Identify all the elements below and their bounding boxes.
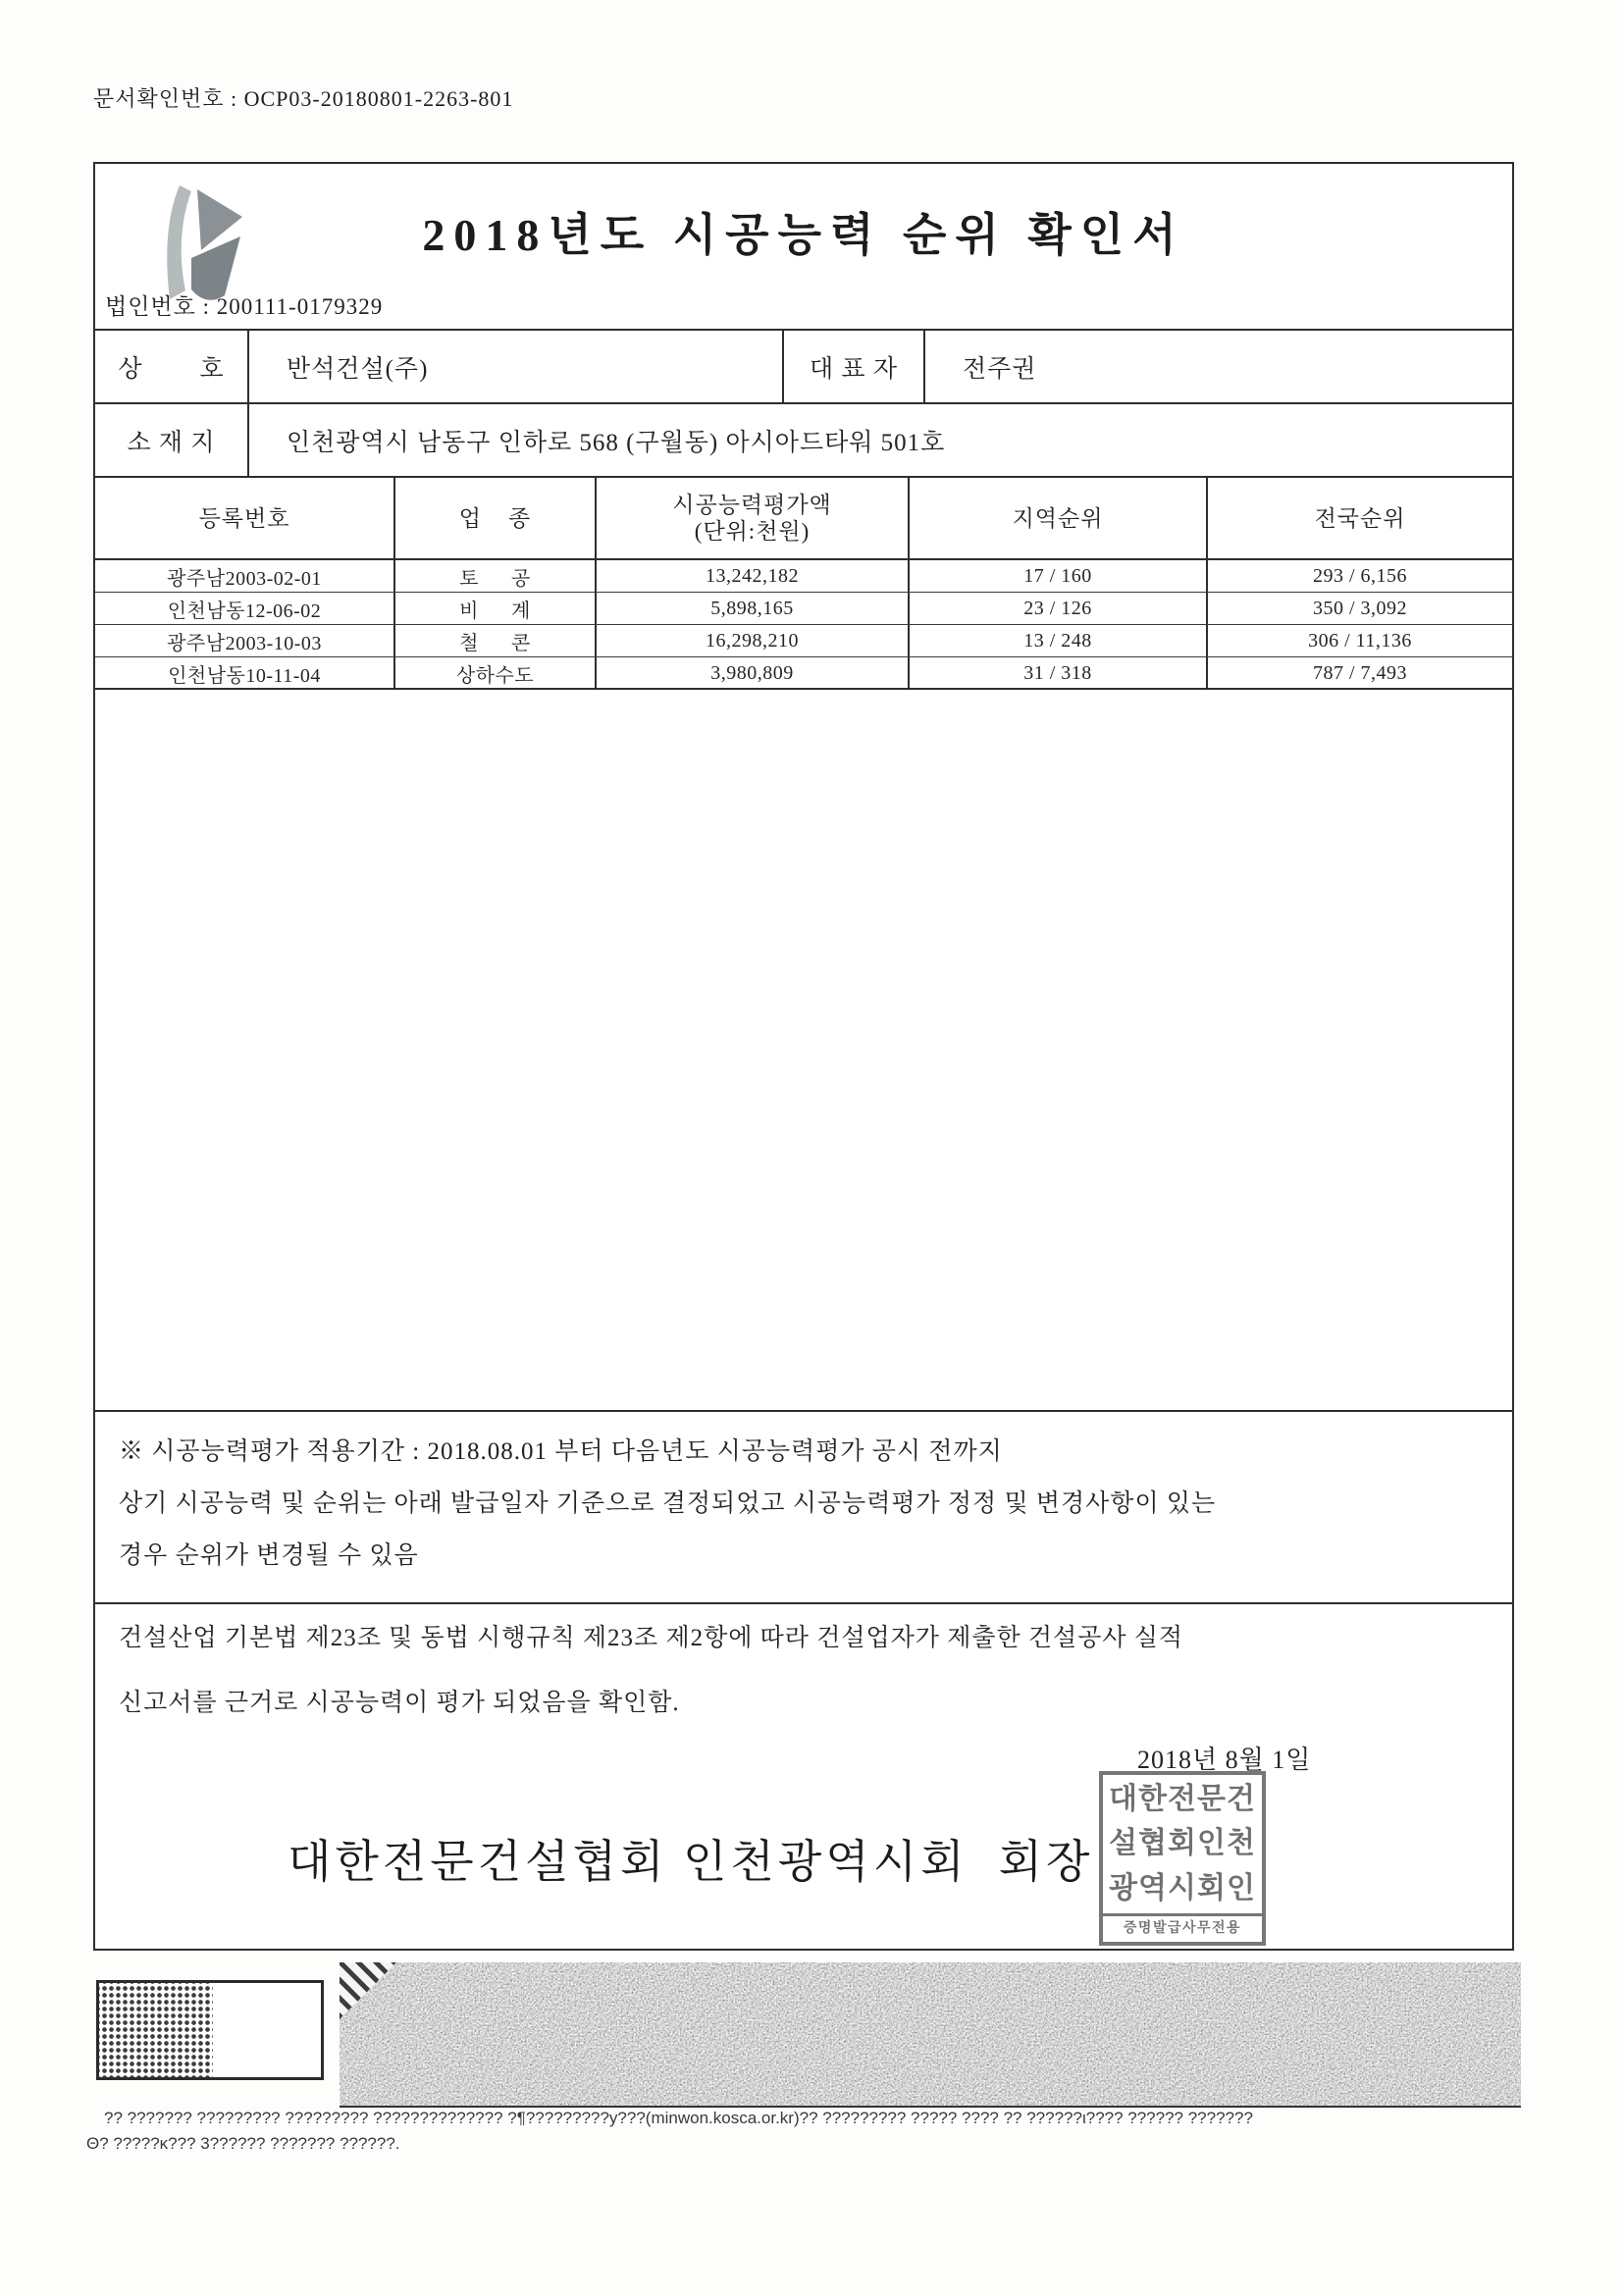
cell-business-type: 비 계 bbox=[395, 593, 597, 624]
cell-evaluation-amount: 13,242,182 bbox=[597, 560, 910, 592]
cell-regional-rank: 31 / 318 bbox=[910, 657, 1208, 690]
empty-spacer-box bbox=[93, 688, 1514, 1412]
document-verification-number: 문서확인번호 : OCP03-20180801-2263-801 bbox=[93, 86, 514, 111]
security-noise-band bbox=[340, 1962, 1521, 2108]
cell-national-rank: 350 / 3,092 bbox=[1312, 597, 1408, 619]
certification-line2: 신고서를 근거로 시공능력이 평가 되었음을 확인함. bbox=[119, 1690, 680, 1716]
stamp-row: 광역시회인 bbox=[1109, 1872, 1256, 1905]
stamp-row: 설협회인천 bbox=[1109, 1827, 1256, 1860]
cell-regional-rank: 17 / 160 bbox=[910, 560, 1208, 592]
cell-national-rank: 306 / 11,136 bbox=[1308, 629, 1412, 652]
stamp-row: 대한전문건 bbox=[1109, 1782, 1256, 1815]
cell-registration-number: 광주남2003-02-01 bbox=[95, 560, 395, 592]
issue-date: 2018년 8월 1일 bbox=[1137, 1746, 1312, 1774]
cell-registration-number: 광주남2003-10-03 bbox=[95, 625, 395, 656]
header-evaluation-amount bbox=[597, 478, 910, 558]
note-period-line: ※ 시공능력평가 적용기간 : 2018.08.01 부터 다음년도 시공능력평가 공시 전까지 bbox=[119, 1438, 1003, 1465]
print-footer-line2: Θ? ?????κ??? 3?????? ??????? ??????. bbox=[86, 2134, 400, 2153]
cell-business-type: 철 콘 bbox=[395, 625, 597, 656]
certification-line1: 건설산업 기본법 제23조 및 동법 시행규칙 제23조 제2항에 따라 건설업자가 제출한 건설공사 실적 bbox=[119, 1625, 1184, 1651]
table-row bbox=[95, 625, 1512, 657]
cell-national-rank: 293 / 6,156 bbox=[1312, 564, 1408, 587]
company-name-value: 반석건설(주) bbox=[249, 331, 784, 402]
header-national-rank: 전국순위 bbox=[1314, 505, 1406, 531]
official-seal-stamp bbox=[1099, 1771, 1266, 1946]
company-name-label: 상 호 bbox=[95, 331, 249, 402]
cell-evaluation-amount: 3,980,809 bbox=[597, 657, 910, 690]
header-box bbox=[93, 162, 1514, 331]
header-business-type: 업 종 bbox=[395, 478, 597, 558]
cell-business-type: 토 공 bbox=[395, 560, 597, 592]
header-evaluation-amount-line2: (단위:천원) bbox=[694, 519, 811, 544]
cell-business-type: 상하수도 bbox=[395, 657, 597, 690]
noise-texture bbox=[340, 1962, 1521, 2108]
cell-regional-rank: 23 / 126 bbox=[910, 593, 1208, 624]
dot-matrix-pattern bbox=[99, 1983, 213, 2077]
cell-evaluation-amount: 5,898,165 bbox=[597, 593, 910, 624]
cell-registration-number: 인천남동12-06-02 bbox=[95, 593, 395, 624]
capability-rank-table bbox=[93, 476, 1514, 690]
note-line2: 상기 시공능력 및 순위는 아래 발급일자 기준으로 결정되었고 시공능력평가 정정 및 변경사항이 있는 bbox=[119, 1490, 1217, 1517]
address-value: 인천광역시 남동구 인하로 568 (구월동) 아시아드타워 501호 bbox=[287, 429, 946, 456]
note-line3: 경우 순위가 변경될 수 있음 bbox=[119, 1542, 419, 1569]
table-row bbox=[95, 657, 1512, 690]
table-row bbox=[95, 560, 1512, 593]
cell-evaluation-amount: 16,298,210 bbox=[597, 625, 910, 656]
evaluation-period-notes-box bbox=[93, 1410, 1514, 1604]
header-registration-number: 등록번호 bbox=[95, 478, 395, 558]
header-regional-rank: 지역순위 bbox=[910, 478, 1208, 558]
cell-regional-rank: 13 / 248 bbox=[910, 625, 1208, 656]
table-row bbox=[95, 593, 1512, 625]
table-header-row bbox=[95, 478, 1512, 560]
stamp-text-grid bbox=[1103, 1775, 1262, 1913]
header-evaluation-amount-line1: 시공능력평가액 bbox=[672, 493, 832, 517]
address-row bbox=[93, 402, 1514, 478]
stamp-footer-text: 증명발급사무전용 bbox=[1103, 1913, 1262, 1942]
print-footer-line1: ?? ??????? ????????? ????????? ?????????????? ?¶?????????y???(minwon.kosca.or.kr)?? ????????? ????? ???? ?? ??????ι???? ?????? ??????? bbox=[104, 2109, 1253, 2127]
cell-registration-number: 인천남동10-11-04 bbox=[95, 657, 395, 690]
cell-national-rank: 787 / 7,493 bbox=[1312, 662, 1408, 684]
ceo-label: 대 표 자 bbox=[784, 331, 925, 402]
security-dot-matrix-box bbox=[96, 1980, 324, 2080]
corporate-number: 법인번호 : 200111-0179329 bbox=[105, 294, 384, 319]
issuer-signature-line: 대한전문건설협회 인천광역시회 회장 bbox=[288, 1837, 1094, 1887]
page-title: 2018년도 시공능력 순위 확인서 bbox=[422, 210, 1185, 260]
company-name-row bbox=[93, 329, 1514, 404]
ceo-value: 전주권 bbox=[963, 355, 1037, 383]
certification-box bbox=[93, 1602, 1514, 1951]
print-footer bbox=[86, 2106, 1253, 2157]
address-label: 소 재 지 bbox=[95, 404, 249, 476]
